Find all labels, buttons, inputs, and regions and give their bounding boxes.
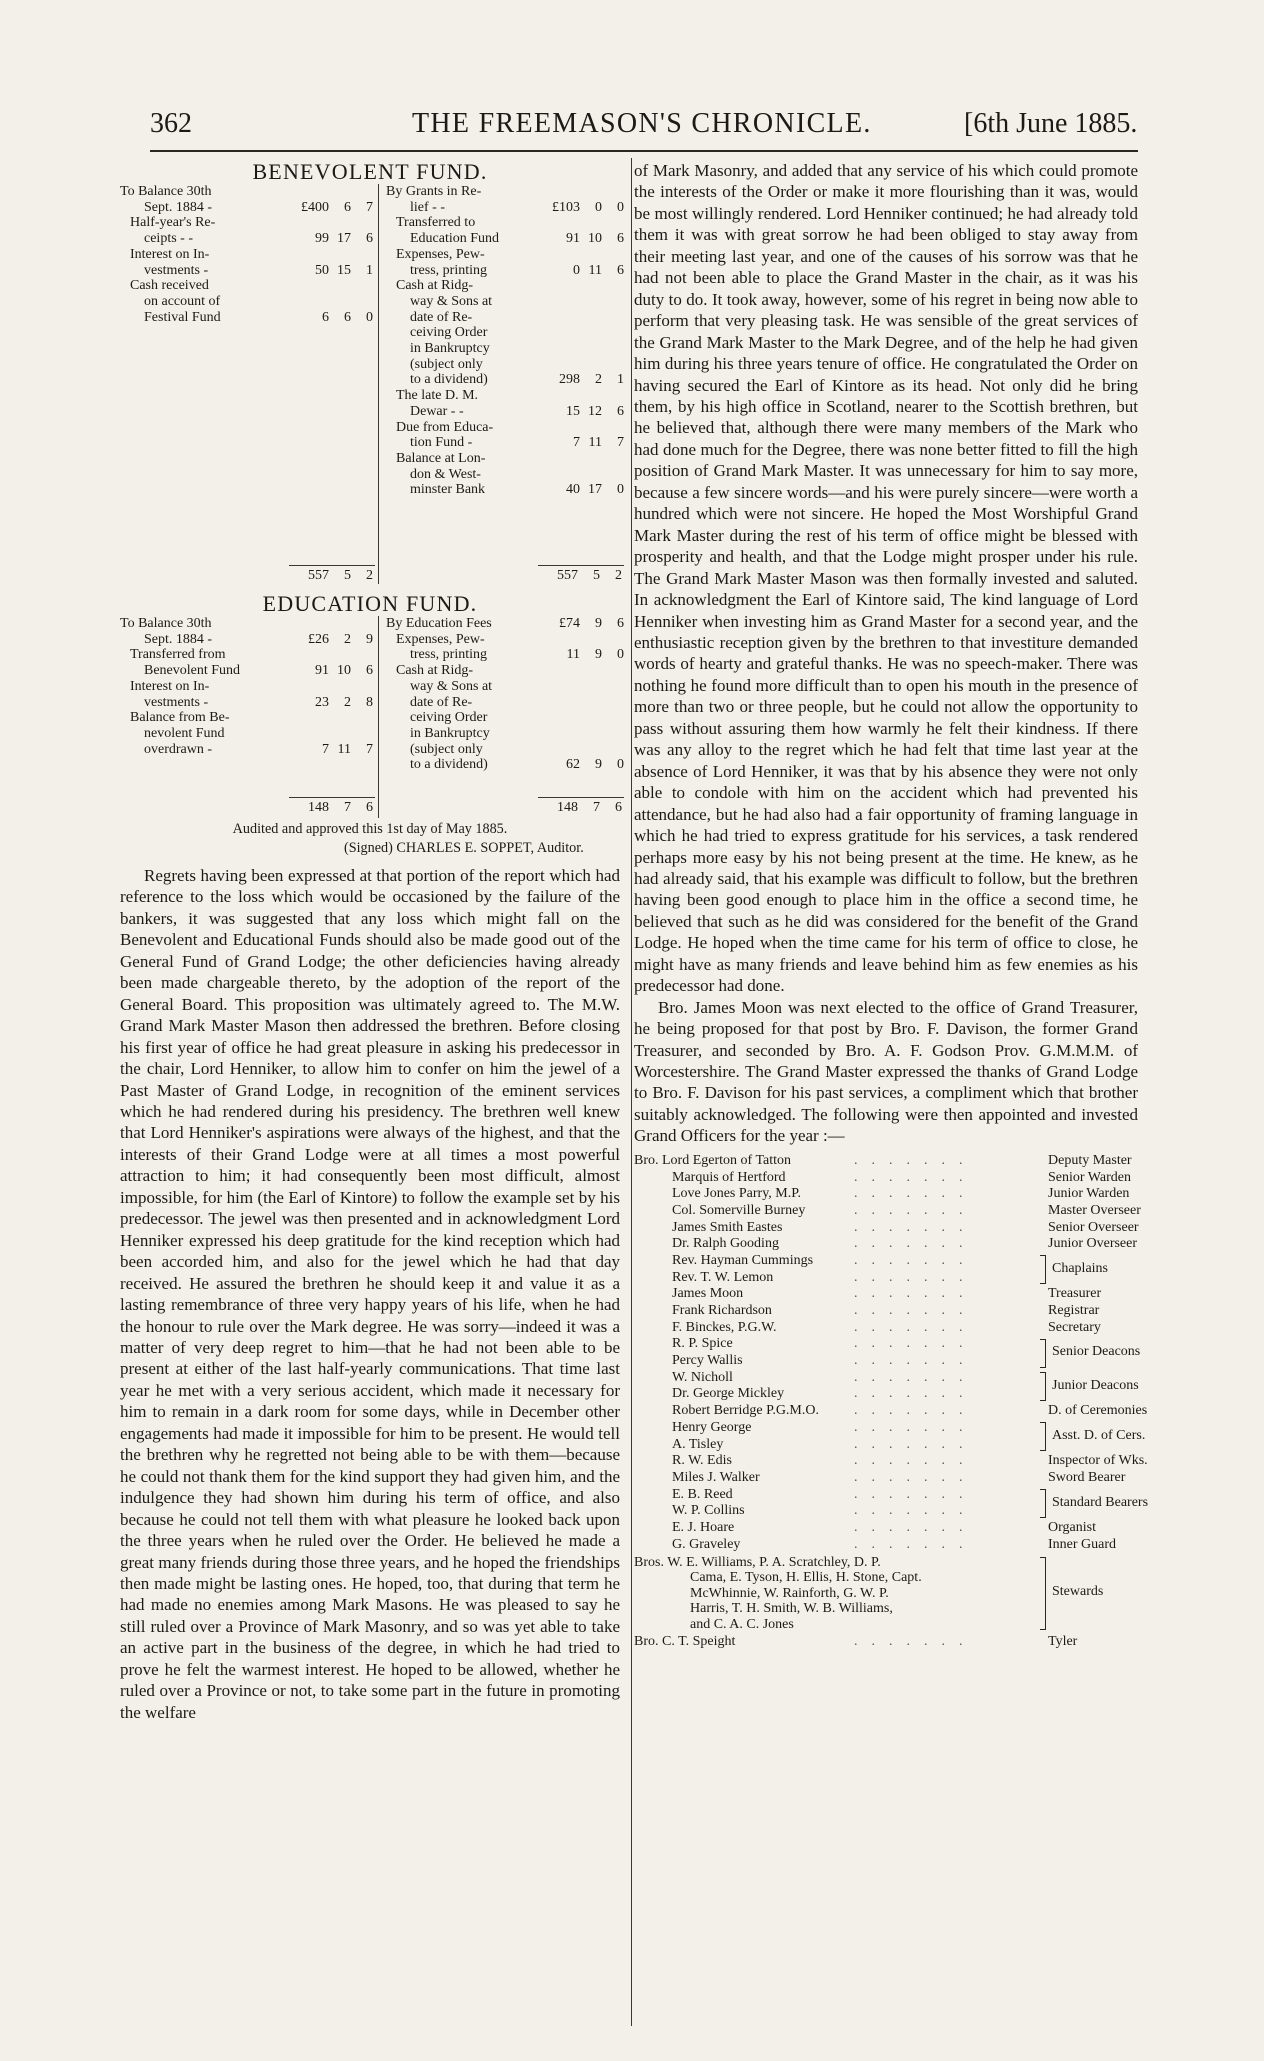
entry-label: Dewar - - (410, 403, 464, 419)
officer-name: Marquis of Hertford (672, 1169, 786, 1185)
entry-label: ceiving Order (410, 710, 488, 726)
group-brace (1040, 1372, 1046, 1401)
officer-name: E. B. Reed (672, 1486, 733, 1502)
right-column (634, 160, 1149, 1654)
account-divider (378, 184, 379, 584)
education-credit-side (386, 616, 626, 773)
masthead-title: THE FREEMASON'S CHRONICLE. (412, 108, 872, 139)
pounds-value: 11 (566, 647, 580, 663)
entry-label: ceiving Order (410, 325, 488, 341)
page-number: 362 (150, 108, 192, 139)
stewards-line: McWhinnie, W. Rainforth, G. W. P. (690, 1585, 889, 1601)
account-entry (120, 278, 375, 325)
account-entry (120, 184, 375, 215)
entry-label: overdrawn - (144, 741, 213, 757)
pounds-value: 91 (315, 663, 329, 679)
shillings-value: 2 (344, 631, 351, 647)
officer-name: Bro. C. T. Speight (634, 1634, 736, 1650)
entry-label: vestments - (144, 262, 209, 278)
entry-amount (540, 200, 626, 216)
leader-dots: ....... (854, 1386, 977, 1402)
officer-name: Dr. George Mickley (672, 1386, 785, 1402)
account-entry (120, 247, 375, 278)
entry-label: to a dividend) (410, 372, 488, 388)
left-article-text (120, 865, 620, 1723)
account-divider (378, 616, 379, 818)
pence-value: 6 (366, 663, 373, 679)
pounds-value: 0 (573, 262, 580, 278)
officer-office: Treasurer (1048, 1286, 1102, 1302)
leader-dots: ....... (854, 1303, 977, 1319)
entry-amount (289, 663, 375, 679)
article-paragraph: Regrets having been expressed at that portion of the report which had reference to the loss which would be occasioned by the failure of the bankers, it was suggested that any loss which might fall on the Benevolent and Educational Funds should also be made good out of the General Fund of Grand Lodge; the other deficiencies having already been made chargeable thereto, by the adoption of the report of the General Board. This proposition was ultimately agreed to. The M.W. Grand Mark Master Mason then addressed the brethren. Before closing his first year of office he had great pleasure in asking his predecessor in the chair, Lord Henniker, to allow him to confer on him the jewel of a Past Master of Grand Lodge, in recognition of the eminent services which he had rendered during his presidency. The brethren well knew that Lord Henniker's aspirations were always of the highest, and that the interests of their Grand Lodge were at all times a most powerful attraction to him; it had consequently been most difficult, almost impossible, for him (the Earl of Kintore) to follow the example set by his predecessor. The jewel was then presented and in acknowledgment Lord Henniker expressed his deep gratitude for the kind reception which had been accorded him, and also for the jewel which he had that day received. He assured the brethren he should keep it and value it as a lasting remembrance of three very happy years of his life, when he had the honour to rule over the Mark degree. He was sorry—indeed it was a matter of very deep regret to him—that he had not been able to be present at either of the last half-yearly communications. That time last year he met with a very serious accident, which made it necessary for him to remain in a dark room for some days, while in December other engagements had made it impossible for him to be present. He would tell the brethren why he regretted not being able to be with them—because he could not thank them for the kind support they had given him, and the indulgence they had shown him during his term of office, and also because he could not tell them with what pleasure he looked back upon the three years when he ruled over the Order. He believed he made a great many friends during those three years, and he hoped the friendships then made might be lasting ones. He hoped, too, that during that term he had made no enemies among Mark Masons. He was pleased to say he still ruled over a Province of Mark Masonry, and so was yet able to take an active part in the business of the degree, in which he had tried to prove he felt the warmest interest. He hoped to be allowed, whether he ruled over a Province or not, to take some part in the future in promoting the welfare (120, 866, 620, 1722)
total-rule (538, 565, 624, 566)
leader-dots: ....... (854, 1469, 977, 1485)
officer-row (634, 1537, 1138, 1554)
leader-dots: ....... (854, 1336, 977, 1352)
pence-value: 6 (617, 231, 624, 247)
account-entry (386, 388, 626, 419)
pence-value: 0 (617, 647, 624, 663)
shillings-value: 9 (595, 757, 602, 773)
entry-label: date of Re- (410, 694, 473, 710)
entry-label: Interest on In- (130, 246, 210, 262)
account-entry (386, 184, 626, 215)
account-entry (120, 616, 375, 647)
pence-value: 0 (617, 199, 624, 215)
audit-statement: Audited and approved this 1st day of May 1885. (232, 821, 508, 837)
pence-value: 0 (617, 757, 624, 773)
leader-dots: ....... (854, 1436, 977, 1452)
group-brace (1040, 1489, 1046, 1518)
entry-label: don & West- (410, 466, 481, 482)
pence-value: 0 (366, 309, 373, 325)
entry-amount (540, 404, 626, 420)
entry-label: vestments - (144, 694, 209, 710)
shillings-value: 11 (337, 741, 351, 757)
article-paragraph: Bro. James Moon was next elected to the office of Grand Treasurer, he being proposed for that post by Bro. F. Davison, the former Grand Treasurer, and seconded by Bro. A. F. Godson Prov. G.M.M.M. of Worcestershire. The Grand Master expressed the thanks of Grand Lodge to Bro. F. Davison for his past services, a compliment which that brother suitably acknowledged. The following were then appointed and invested Grand Officers for the year :— (634, 997, 1138, 1146)
officer-name: Robert Berridge P.G.M.O. (672, 1403, 819, 1419)
account-entry (120, 710, 375, 757)
stewards-line: and C. A. C. Jones (690, 1616, 794, 1632)
leader-dots: ....... (854, 1536, 977, 1552)
account-entry (120, 679, 375, 710)
education-debit-side (120, 616, 375, 757)
stewards-line: Bros. W. E. Williams, P. A. Scratchley, D. P. (634, 1554, 881, 1570)
leader-dots: ....... (854, 1453, 977, 1469)
education-credit-total: 148 7 6 (557, 800, 622, 815)
officer-name: E. J. Hoare (672, 1519, 735, 1535)
officer-office: Inspector of Wks. (1048, 1453, 1148, 1469)
shillings-value: 2 (595, 372, 602, 388)
leader-dots: ....... (854, 1353, 977, 1369)
leader-dots: ....... (854, 1503, 977, 1519)
leader-dots: ....... (854, 1186, 977, 1202)
entry-amount (289, 632, 375, 648)
officer-row (634, 1286, 1138, 1303)
pounds-value: 40 (566, 482, 580, 498)
entry-label: Balance at Lon- (396, 450, 486, 466)
leader-dots: ....... (854, 1486, 977, 1502)
pence-value: 7 (366, 741, 373, 757)
officer-row (634, 1403, 1148, 1420)
leader-dots: ....... (854, 1634, 977, 1650)
shillings-value: 17 (337, 231, 351, 247)
group-brace (1040, 1422, 1046, 1451)
leader-dots: ....... (854, 1252, 977, 1268)
pence-value: 0 (617, 482, 624, 498)
account-entry (386, 451, 626, 498)
shillings-value: 10 (588, 231, 602, 247)
entry-label: way & Sons at (410, 293, 493, 309)
entry-label: Half-year's Re- (130, 215, 216, 231)
entry-label: Sept. 1884 - (144, 199, 213, 215)
officer-row (634, 1153, 1138, 1170)
pence-value: 8 (366, 694, 373, 710)
officer-name: R. W. Edis (672, 1453, 732, 1469)
benevolent-fund-title: BENEVOLENT FUND. (252, 159, 488, 184)
entry-label: To Balance 30th (120, 184, 212, 199)
officer-name: F. Binckes, P.G.W. (672, 1319, 777, 1335)
account-entry (120, 215, 375, 246)
entry-label: (subject only (410, 741, 483, 757)
entry-amount (540, 372, 626, 388)
entry-label: Balance from Be- (130, 710, 230, 726)
pence-value: 7 (366, 199, 373, 215)
group-office: Standard Bearers (1052, 1494, 1149, 1510)
officer-office: Organist (1048, 1519, 1096, 1535)
shillings-value: 12 (588, 403, 602, 419)
benevolent-debit-total: 557 5 2 (308, 568, 373, 583)
entry-label: Sept. 1884 - (144, 631, 213, 647)
shillings-value: 15 (337, 262, 351, 278)
account-entry (120, 647, 375, 678)
pounds-value: 15 (566, 403, 580, 419)
officer-name: Love Jones Parry, M.P. (672, 1186, 801, 1202)
leader-dots: ....... (854, 1152, 977, 1168)
entry-label: Cash at Ridg- (396, 278, 473, 294)
pounds-value: 7 (322, 741, 329, 757)
account-entry (386, 663, 626, 773)
education-debit-total: 148 7 6 (308, 800, 373, 815)
shillings-value: 17 (588, 482, 602, 498)
benevolent-debit-side (120, 184, 375, 325)
entry-label: By Grants in Re- (386, 184, 482, 199)
stewards-line: Cama, E. Tyson, H. Ellis, H. Stone, Capt. (690, 1570, 922, 1586)
account-entry (386, 632, 626, 663)
pounds-value: 91 (566, 231, 580, 247)
officer-name: G. Graveley (672, 1536, 741, 1552)
officer-office: Inner Guard (1048, 1536, 1117, 1552)
officer-name: Col. Somerville Burney (672, 1202, 806, 1218)
leader-dots: ....... (854, 1286, 977, 1302)
officer-office: Senior Warden (1048, 1169, 1131, 1185)
entry-amount (540, 647, 626, 663)
entry-label: Transferred from (130, 647, 226, 663)
officer-row (634, 1470, 1138, 1487)
entry-label: Education Fund (410, 231, 500, 247)
entry-label: Expenses, Pew- (396, 631, 485, 647)
grand-officers-list (634, 1152, 1149, 1654)
officer-name: Rev. T. W. Lemon (672, 1269, 774, 1285)
officer-office: Tyler (1048, 1634, 1078, 1650)
entry-amount (289, 231, 375, 247)
pounds-value: £26 (308, 631, 329, 647)
entry-label: minster Bank (410, 482, 486, 498)
account-entry (386, 278, 626, 388)
group-office: Junior Deacons (1052, 1377, 1139, 1393)
benevolent-fund-account (120, 184, 624, 584)
entry-amount (540, 263, 626, 279)
stewards-office: Stewards (1052, 1584, 1104, 1600)
pence-value: 7 (617, 435, 624, 451)
total-rule (538, 797, 624, 798)
officer-row (634, 1220, 1138, 1237)
leader-dots: ....... (854, 1202, 977, 1218)
officer-name: R. P. Spice (672, 1336, 733, 1352)
entry-label: to a dividend) (410, 757, 488, 773)
officer-row (634, 1236, 1138, 1253)
issue-date: [6th June 1885. (964, 108, 1138, 139)
entry-label: tion Fund - (410, 435, 473, 451)
pence-value: 6 (617, 262, 624, 278)
entry-label: To Balance 30th (120, 616, 212, 631)
entry-amount (540, 757, 626, 773)
officer-name: Percy Wallis (672, 1353, 743, 1369)
leader-dots: ....... (854, 1269, 977, 1285)
officer-name: Miles J. Walker (672, 1469, 760, 1485)
officer-row (634, 1303, 1138, 1320)
entry-amount (540, 616, 626, 632)
stewards-line: Harris, T. H. Smith, W. B. Williams, (690, 1601, 893, 1617)
pence-value: 6 (366, 231, 373, 247)
entry-label: in Bankruptcy (410, 341, 490, 357)
article-paragraph: of Mark Masonry, and added that any service of his which could promote the interests of the Order or make it more flourishing than it was, would be most willingly rendered. Lord Henniker continued; he had already told them it was with great sorrow he had been obliged to stay away from their meeting last year, and one of the causes of his sorrow was that he had not been able to place the Grand Master in the chair, as it was his duty to do. It took away, however, some of his regret in being now able to perform that very pleasing task. He was sensible of the great services of the Grand Mark Master to the Mark Degree, and of the help he had given him during his three years tenure of office. He congratulated the Order on having secured the Earl of Kintore as its head. Not only did he bring them, by his high office in Scotland, nearer to the Scottish brethren, but he believed that, although there were many members of the Mark who had done much for the Degree, there was none better fitted to fill the high position of Grand Mark Master. It was unnecessary for him to say more, because a few sincere words—and his were purely sincere—were worth a hundred which were not sincere. He hoped the Most Worshipful Grand Mark Master during the rest of his term of office might be blessed with prosperity and health, and that the Lodge might prosper under his rule. The Grand Mark Master Mason was then formally invested and saluted. In acknowledgment the Earl of Kintore said, The kind language of Lord Henniker when investing him as Grand Master for a second year, and the enthusiastic reception given by the brethren to that investiture demanded words of hearty and grateful thanks. He was no speech-maker. There was nothing he found more difficult than to open his mouth in the presence of more than two or three people, but he could not allow the opportunity to pass without assuring them how warmly he felt their kindness. If there was any alloy to the regret which he had felt that time last year at the absence of Lord Henniker, it was that by his absence they were not only able to condole with him on the accident which had prevented his attendance, but he had also had a fair opportunity of framing language in which he had tried to express gratitude for his services, a task rendered perhaps more easy by his not being present at the time. He knew, as he had already said, that his example was difficult to follow, but the brethren having been good enough to place him in the office a second time, he believed that such as he did was considered for the benefit of the Grand Lodge. He hoped when the time came for his term of office to close, he might have as many friends and leave behind him as few enemies as his predecessor had done. (634, 161, 1138, 996)
officer-name: W. Nicholl (672, 1369, 733, 1385)
entry-label: Transferred to (396, 215, 476, 231)
entry-label: Due from Educa- (396, 419, 494, 435)
officer-office: Secretary (1048, 1319, 1101, 1335)
education-fund-account (120, 616, 624, 818)
right-article-text (634, 160, 1138, 1147)
entry-label: in Bankruptcy (410, 725, 490, 741)
officer-name: Rev. Hayman Cummings (672, 1252, 814, 1268)
shillings-value: 6 (344, 309, 351, 325)
pence-value: 1 (617, 372, 624, 388)
entry-label: way & Sons at (410, 678, 493, 694)
shillings-value: 11 (588, 435, 602, 451)
leader-dots: ....... (854, 1403, 977, 1419)
officer-office: Sword Bearer (1048, 1469, 1126, 1485)
pence-value: 1 (366, 262, 373, 278)
pounds-value: 298 (559, 372, 580, 388)
entry-label: tress, printing (410, 262, 487, 278)
officer-office: Registrar (1048, 1303, 1100, 1319)
officer-row (634, 1453, 1148, 1470)
officer-office: Junior Overseer (1048, 1236, 1138, 1252)
shillings-value: 2 (344, 694, 351, 710)
account-entry (386, 420, 626, 451)
officer-office: Master Overseer (1048, 1202, 1141, 1218)
group-brace (1040, 1255, 1046, 1284)
shillings-value: 9 (595, 616, 602, 631)
total-rule (289, 797, 375, 798)
left-column (120, 159, 624, 1723)
pounds-value: 50 (315, 262, 329, 278)
benevolent-credit-side (386, 184, 626, 498)
officer-row (634, 1520, 1138, 1537)
account-entry (386, 616, 626, 632)
officer-row (634, 1202, 1141, 1220)
pence-value: 6 (617, 403, 624, 419)
shillings-value: 0 (595, 199, 602, 215)
leader-dots: ....... (854, 1319, 977, 1335)
group-brace (1040, 1339, 1046, 1368)
total-rule (289, 565, 375, 566)
leader-dots: ....... (854, 1369, 977, 1385)
entry-label: date of Re- (410, 309, 473, 325)
leader-dots: ....... (854, 1236, 977, 1252)
education-fund-title: EDUCATION FUND. (262, 591, 478, 616)
officer-name: Bro. Lord Egerton of Tatton (634, 1152, 792, 1168)
entry-amount (540, 435, 626, 451)
pounds-value: £103 (552, 199, 580, 215)
group-office: Chaplains (1052, 1260, 1108, 1276)
officer-row (634, 1634, 1138, 1651)
officer-row (634, 1170, 1138, 1187)
shillings-value: 11 (588, 262, 602, 278)
entry-label: nevolent Fund (144, 725, 225, 741)
pounds-value: £74 (559, 616, 580, 631)
pence-value: 9 (366, 631, 373, 647)
pounds-value: 7 (573, 435, 580, 451)
leader-dots: ....... (854, 1419, 977, 1435)
officer-name: James Moon (672, 1286, 744, 1302)
entry-amount (540, 231, 626, 247)
entry-label: Benevolent Fund (144, 663, 241, 679)
officer-name: James Smith Eastes (672, 1219, 783, 1235)
entry-amount (289, 742, 375, 758)
officer-name: W. P. Collins (672, 1503, 745, 1519)
group-office: Asst. D. of Cers. (1052, 1427, 1146, 1443)
page-header (150, 108, 1138, 148)
officer-name: Frank Richardson (672, 1303, 772, 1319)
benevolent-credit-total: 557 5 2 (557, 568, 622, 583)
entry-label: (subject only (410, 356, 483, 372)
officer-name: Henry George (672, 1419, 752, 1435)
officer-row (634, 1186, 1138, 1203)
auditor-signature: (Signed) CHARLES E. SOPPET, Auditor. (344, 840, 584, 856)
shillings-value: 6 (344, 199, 351, 215)
pounds-value: 99 (315, 231, 329, 247)
leader-dots: ....... (854, 1219, 977, 1235)
officer-name: A. Tisley (672, 1436, 724, 1452)
officer-office: Junior Warden (1048, 1186, 1130, 1202)
entry-label: on account of (144, 293, 221, 309)
officer-row (634, 1320, 1138, 1337)
entry-label: By Education Fees (386, 616, 492, 631)
entry-amount (289, 310, 375, 326)
group-brace (1040, 1557, 1046, 1631)
account-entry (386, 215, 626, 246)
leader-dots: ....... (854, 1519, 977, 1535)
entry-label: Cash received (130, 278, 209, 294)
entry-label: lief - - (410, 199, 445, 215)
officer-office: D. of Ceremonies (1048, 1403, 1148, 1419)
entry-label: Festival Fund (144, 309, 221, 325)
group-office: Senior Deacons (1052, 1344, 1141, 1360)
officer-office: Deputy Master (1048, 1152, 1132, 1168)
entry-label: The late D. M. (396, 388, 479, 404)
entry-amount (289, 263, 375, 279)
entry-label: ceipts - - (144, 231, 193, 247)
shillings-value: 9 (595, 647, 602, 663)
officer-office: Senior Overseer (1048, 1219, 1139, 1235)
entry-amount (540, 482, 626, 498)
entry-label: Expenses, Pew- (396, 246, 485, 262)
officer-name: Dr. Ralph Gooding (672, 1236, 779, 1252)
header-rule (150, 150, 1138, 152)
entry-amount (289, 200, 375, 216)
pence-value: 6 (617, 616, 624, 631)
entry-label: Cash at Ridg- (396, 663, 473, 679)
entry-label: tress, printing (410, 647, 487, 663)
shillings-value: 10 (337, 663, 351, 679)
pounds-value: 62 (566, 757, 580, 773)
account-entry (386, 247, 626, 278)
pounds-value: 23 (315, 694, 329, 710)
entry-amount (289, 695, 375, 711)
column-divider (631, 158, 632, 2026)
pounds-value: £400 (301, 199, 329, 215)
leader-dots: ....... (854, 1169, 977, 1185)
entry-label: Interest on In- (130, 678, 210, 694)
pounds-value: 6 (322, 309, 329, 325)
